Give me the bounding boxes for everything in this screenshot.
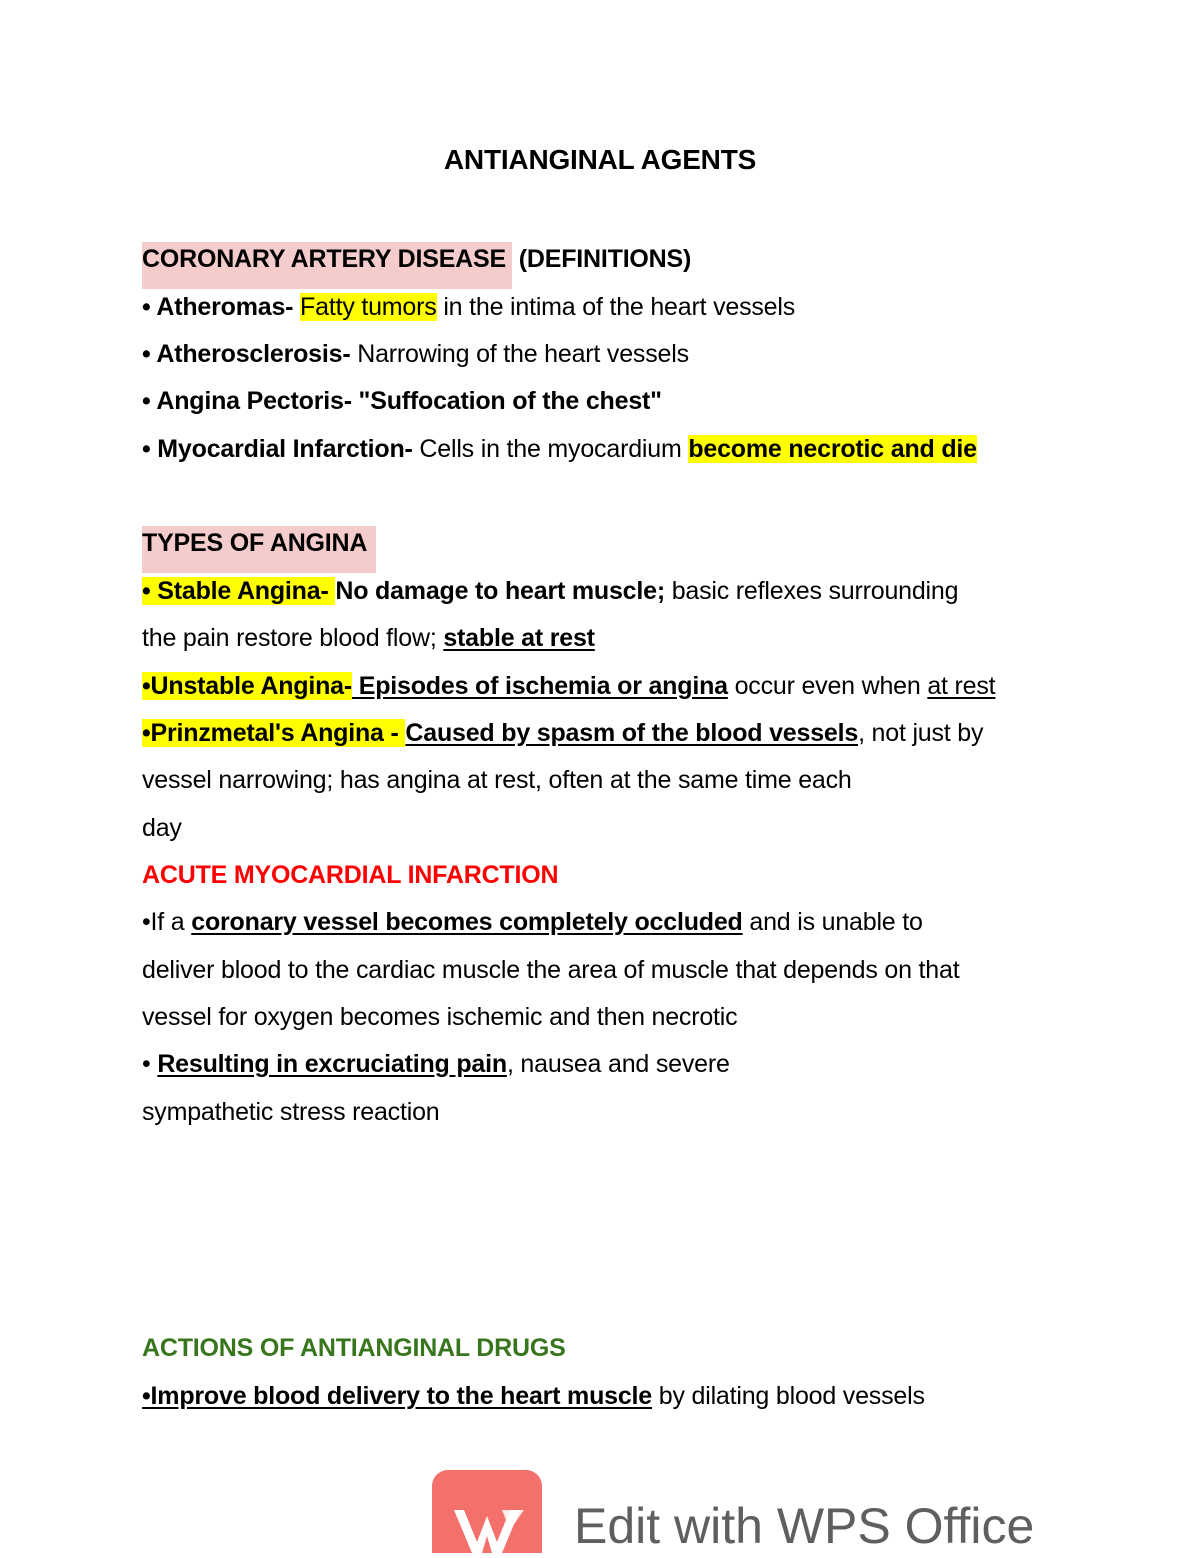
underlined-text: Episodes of ischemia or angina [352,672,728,700]
term-myocardial-infarction: • Myocardial Infarction- [142,435,413,463]
term-angina-pectoris: • Angina Pectoris- "Suffocation of the chest" [142,387,662,415]
types-heading: TYPES OF ANGINA [142,526,376,573]
list-item [142,432,977,466]
list-item [142,290,795,324]
underlined-text: Caused by spasm of the blood vessels [405,719,859,747]
bold-text: No damage to heart muscle; [335,577,665,605]
list-item [142,905,923,939]
page-title: ANTIANGINAL AGENTS [443,144,757,175]
types-heading-line [142,526,376,573]
wps-watermark[interactable] [432,1470,1035,1554]
list-item [142,716,983,750]
bullet-text: •If a [142,908,192,936]
cad-heading: CORONARY ARTERY DISEASE [142,242,512,289]
list-item-continued: day [142,814,182,842]
list-item [142,384,662,418]
definition-text: basic reflexes surrounding [664,577,959,605]
underlined-text: •Improve blood delivery to the heart muscle [142,1382,653,1410]
definition-text: Cells in the myocardium [412,435,689,463]
list-item-continued: deliver blood to the cardiac muscle the area of muscle that depends on that [142,956,960,984]
list-item-continued: sympathetic stress reaction [142,1098,440,1126]
definition-text: , not just by [858,719,984,747]
definition-text: and is unable to [742,908,923,936]
definition-text: , nausea and severe [506,1050,730,1078]
term-atheromas: • Atheromas- [142,293,301,321]
list-item [142,337,689,371]
bullet-text: • [142,1050,158,1078]
list-item [142,1379,925,1413]
definition-text: occur even when [727,672,928,700]
list-item [142,1047,730,1081]
cad-heading-line [142,242,691,289]
underlined-text: Resulting in excruciating pain [157,1050,507,1078]
underlined-text: stable at rest [443,624,595,652]
actions-heading: ACTIONS OF ANTIANGINAL DRUGS [142,1334,566,1362]
list-item-continued [142,621,595,655]
term-atherosclerosis: • Atherosclerosis- [142,340,351,368]
underlined-text: at rest [927,672,996,700]
term-stable-angina: • Stable Angina- [142,577,336,605]
list-item-continued: vessel for oxygen becomes ischemic and then necrotic [142,1003,738,1031]
term-prinzmetal-angina: •Prinzmetal's Angina - [142,719,406,747]
definition-text: by dilating blood vessels [652,1382,925,1410]
list-item-continued: vessel narrowing; has angina at rest, often at the same time each [142,766,852,794]
cad-heading-suffix: (DEFINITIONS) [512,245,692,273]
underlined-text: coronary vessel becomes completely occluded [191,908,743,936]
wps-edit-text: Edit with WPS Office [574,1498,1035,1554]
term-unstable-angina: •Unstable Angina- [142,672,352,700]
definition-text: the pain restore blood flow; [142,624,444,652]
definition-text: in the intima of the heart vessels [436,293,796,321]
list-item [142,574,958,608]
definition-text: Narrowing of the heart vessels [350,340,689,368]
list-item [142,669,995,703]
wps-logo-icon [432,1470,542,1553]
highlight-text: Fatty tumors [300,293,437,321]
ami-heading: ACUTE MYOCARDIAL INFARCTION [142,861,559,889]
highlight-text: become necrotic and die [688,435,977,463]
